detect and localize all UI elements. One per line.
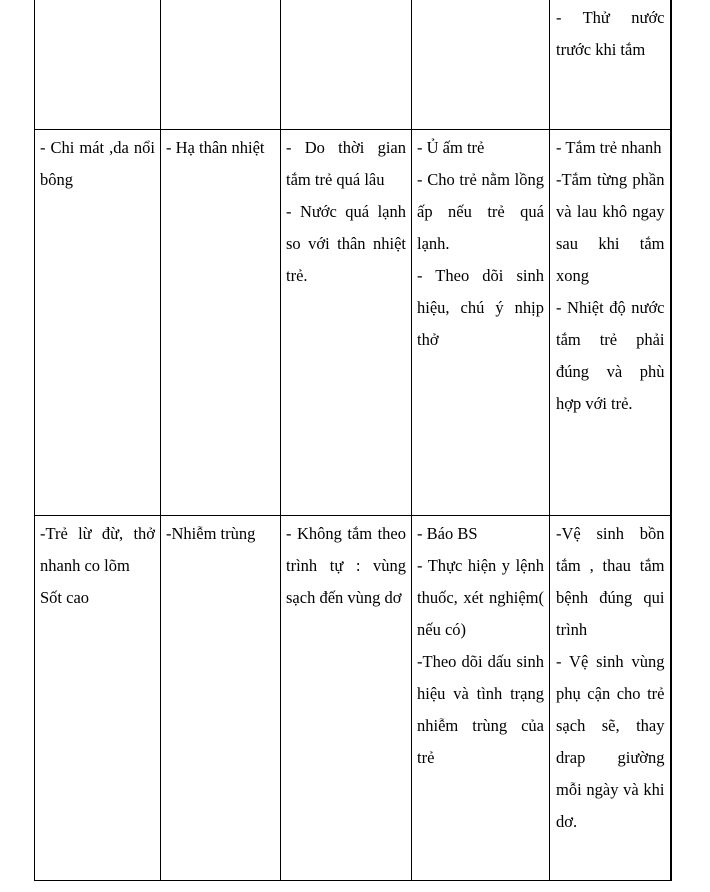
cell-line: - Hạ thân nhiệt: [166, 138, 265, 157]
table-cell: [412, 516, 550, 881]
table-cell: [35, 0, 161, 130]
table-cell: [550, 130, 671, 516]
table-cell: [550, 0, 671, 130]
table-cell: [550, 516, 671, 881]
cell-line: - Nước quá lạnh so với thân nhiệt trẻ.: [286, 202, 406, 285]
table-cell: [161, 130, 281, 516]
table-cell: [281, 130, 412, 516]
table-cell: [161, 0, 281, 130]
cell-line: - Nhiệt độ nước tắm trẻ phải đúng và phù hợp với trẻ.: [556, 298, 665, 413]
cell-line: -Nhiễm trùng: [166, 524, 256, 543]
table-cell: [281, 0, 412, 130]
cell-line: - Ủ ấm trẻ: [417, 138, 485, 157]
table-row: [35, 516, 671, 881]
cell-line: - Do thời gian tắm trẻ quá lâu: [286, 138, 406, 189]
cell-line: Sốt cao: [40, 588, 90, 607]
cell-line: - Cho trẻ nằm lồng ấp nếu trẻ quá lạnh.: [417, 170, 544, 253]
cell-line: - Không tắm theo trình tự : vùng sạch đến vùng dơ: [286, 524, 406, 607]
care-plan-table: [34, 0, 672, 881]
cell-line: -Theo dõi dấu sinh hiệu và tình trạng nhiễm trùng của trẻ: [417, 652, 544, 767]
table-cell: [412, 0, 550, 130]
cell-line: - Báo BS: [417, 524, 478, 543]
cell-line: -Tắm từng phần và lau khô ngay sau khi tắm xong: [556, 170, 665, 285]
cell-line: - Thực hiện y lệnh thuốc, xét nghiệm( nếu có): [417, 556, 544, 639]
table-cell: [35, 516, 161, 881]
cell-line: -Trẻ lừ đừ, thở nhanh co lõm: [40, 524, 155, 575]
cell-line: - Tắm trẻ nhanh: [556, 138, 662, 157]
table-row: [35, 0, 671, 130]
cell-line: - Chi mát ,da nổi bông: [40, 138, 155, 189]
cell-line: - Vệ sinh vùng phụ cận cho trẻ sạch sẽ, thay drap giường mỗi ngày và khi dơ.: [556, 652, 665, 831]
cell-line: -Vệ sinh bồn tắm , thau tắm bệnh đúng qui trình: [556, 524, 665, 639]
table-cell: [161, 516, 281, 881]
table-row: [35, 130, 671, 516]
table-cell: [35, 130, 161, 516]
table-cell: [412, 130, 550, 516]
cell-line: - Theo dõi sinh hiệu, chú ý nhịp thở: [417, 266, 544, 349]
table-cell: [281, 516, 412, 881]
cell-line: - Thử nước trước khi tắm: [556, 8, 665, 59]
